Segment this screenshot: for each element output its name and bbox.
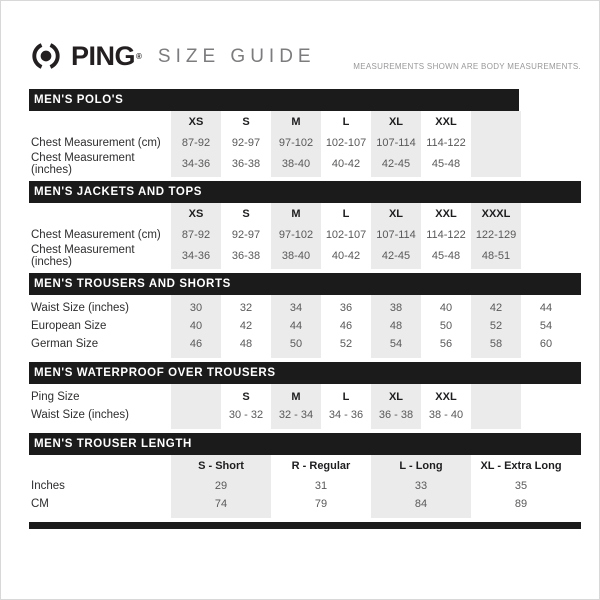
brand-name: PING bbox=[71, 40, 136, 71]
size-header: XXXL bbox=[471, 203, 521, 225]
table-row bbox=[29, 152, 581, 176]
size-value: 36 - 38 bbox=[371, 406, 421, 424]
size-value: 40-42 bbox=[331, 158, 361, 170]
table-row bbox=[29, 388, 581, 406]
length-header-row bbox=[29, 455, 581, 477]
size-value: 42-45 bbox=[371, 152, 421, 176]
size-header: L bbox=[342, 208, 350, 220]
size-value: 56 bbox=[439, 338, 453, 350]
size-header-row bbox=[29, 111, 581, 133]
size-value: 40 bbox=[439, 302, 453, 314]
empty-cell bbox=[521, 111, 571, 133]
registered-mark: ® bbox=[136, 51, 142, 61]
section-mens-jackets bbox=[29, 181, 581, 269]
size-value: 31 bbox=[314, 480, 328, 492]
size-header-row bbox=[29, 203, 581, 225]
size-header: XL bbox=[371, 111, 421, 133]
size-value: 114-122 bbox=[426, 228, 466, 241]
size-value: 92-97 bbox=[231, 228, 261, 241]
row-label: Chest Measurement (cm) bbox=[31, 136, 161, 149]
table-row bbox=[29, 244, 581, 268]
size-value: 38 bbox=[371, 299, 421, 317]
size-value: 30 - 32 bbox=[228, 409, 264, 421]
size-header: M bbox=[271, 203, 321, 225]
size-value: 45-48 bbox=[431, 158, 461, 170]
header bbox=[29, 1, 581, 89]
spacer-row bbox=[29, 424, 581, 429]
row-label: Waist Size (inches) bbox=[31, 302, 129, 314]
size-header: M bbox=[271, 388, 321, 406]
size-header: XXL bbox=[435, 391, 457, 403]
size-value: 36 bbox=[339, 302, 353, 314]
size-header: XS bbox=[171, 111, 221, 133]
size-value: 46 bbox=[339, 320, 353, 332]
size-value: 30 bbox=[171, 299, 221, 317]
empty-cell bbox=[29, 203, 171, 225]
size-value: 52 bbox=[339, 338, 353, 350]
size-value: 34-36 bbox=[171, 244, 221, 268]
size-header: XS bbox=[171, 203, 221, 225]
size-header: M bbox=[271, 111, 321, 133]
size-value: 44 bbox=[271, 317, 321, 335]
size-value: 50 bbox=[271, 335, 321, 353]
section-title: MEN'S POLO'S bbox=[34, 94, 124, 106]
size-value: 114-122 bbox=[426, 136, 466, 149]
section-title: MEN'S WATERPROOF OVER TROUSERS bbox=[34, 367, 276, 379]
size-value: 38 - 40 bbox=[428, 409, 464, 421]
empty-cell bbox=[29, 111, 171, 133]
section-title-bar bbox=[29, 181, 581, 203]
size-value: 102-107 bbox=[325, 136, 367, 149]
size-value: 52 bbox=[471, 317, 521, 335]
empty-cell bbox=[471, 133, 521, 152]
section-mens-polos bbox=[29, 89, 581, 177]
size-value: 107-114 bbox=[371, 225, 421, 244]
row-label: Inches bbox=[31, 480, 65, 492]
size-value: 92-97 bbox=[231, 136, 261, 149]
size-header: XL bbox=[371, 388, 421, 406]
brand-lockup bbox=[29, 39, 316, 73]
size-value: 34 - 36 bbox=[328, 409, 364, 421]
size-value: 58 bbox=[471, 335, 521, 353]
size-value: 48 bbox=[371, 317, 421, 335]
spacer-row bbox=[29, 353, 581, 358]
size-value: 35 bbox=[514, 480, 528, 492]
section-title-bar bbox=[29, 433, 581, 455]
table-row bbox=[29, 133, 581, 152]
section-mens-trouser-length bbox=[29, 433, 581, 518]
size-value: 48 bbox=[239, 338, 253, 350]
size-value: 74 bbox=[171, 495, 271, 513]
size-value: 40-42 bbox=[331, 250, 361, 262]
length-header: XL - Extra Long bbox=[480, 460, 562, 472]
size-header: XXL bbox=[435, 208, 457, 220]
size-value: 89 bbox=[514, 498, 528, 510]
size-header: S bbox=[242, 208, 250, 220]
size-value: 87-92 bbox=[171, 133, 221, 152]
measurements-note: MEASUREMENTS SHOWN ARE BODY MEASUREMENTS. bbox=[353, 62, 581, 71]
size-value: 97-102 bbox=[271, 133, 321, 152]
size-value: 60 bbox=[539, 338, 553, 350]
empty-cell bbox=[521, 406, 571, 424]
size-value: 54 bbox=[539, 320, 553, 332]
size-value: 32 bbox=[239, 302, 253, 314]
table-row bbox=[29, 225, 581, 244]
size-value: 42 bbox=[471, 299, 521, 317]
table-row bbox=[29, 335, 581, 353]
size-value: 97-102 bbox=[271, 225, 321, 244]
size-value: 34-36 bbox=[171, 152, 221, 176]
size-value: 40 bbox=[171, 317, 221, 335]
row-label: European Size bbox=[31, 320, 107, 332]
table-row bbox=[29, 317, 581, 335]
content-area bbox=[29, 1, 581, 529]
empty-cell bbox=[471, 388, 521, 406]
size-value: 29 bbox=[171, 477, 271, 495]
section-title: MEN'S TROUSERS AND SHORTS bbox=[34, 278, 231, 290]
empty-cell bbox=[521, 203, 571, 225]
row-label: Chest Measurement (inches) bbox=[31, 244, 135, 268]
size-value: 87-92 bbox=[171, 225, 221, 244]
size-value: 38-40 bbox=[271, 244, 321, 268]
table-row bbox=[29, 477, 581, 495]
size-value: 42-45 bbox=[371, 244, 421, 268]
empty-cell bbox=[521, 388, 571, 406]
size-value: 54 bbox=[371, 335, 421, 353]
table-row bbox=[29, 299, 581, 317]
empty-cell bbox=[471, 111, 521, 133]
table-row bbox=[29, 495, 581, 513]
length-header: R - Regular bbox=[291, 460, 351, 472]
row-label: Waist Size (inches) bbox=[31, 409, 129, 421]
section-title: MEN'S JACKETS AND TOPS bbox=[34, 186, 203, 198]
size-value: 79 bbox=[314, 498, 328, 510]
size-value: 36-38 bbox=[231, 158, 261, 170]
section-mens-waterproof bbox=[29, 362, 581, 429]
row-label: German Size bbox=[31, 338, 99, 350]
size-value: 50 bbox=[439, 320, 453, 332]
empty-cell bbox=[171, 388, 221, 406]
size-header: S bbox=[242, 391, 250, 403]
length-header: S - Short bbox=[171, 455, 271, 477]
closing-rule bbox=[29, 522, 581, 529]
length-header: L - Long bbox=[371, 455, 471, 477]
spacer-row bbox=[29, 171, 581, 177]
row-label: CM bbox=[31, 498, 49, 510]
size-value: 36-38 bbox=[231, 250, 261, 262]
spacer-row bbox=[29, 263, 581, 269]
size-header: XXL bbox=[435, 116, 457, 128]
ping-logo-icon bbox=[29, 39, 63, 73]
empty-cell bbox=[29, 455, 171, 477]
size-value: 33 bbox=[371, 477, 471, 495]
empty-cell bbox=[521, 225, 571, 244]
section-title-bar bbox=[29, 89, 519, 111]
size-value: 38-40 bbox=[271, 152, 321, 176]
size-value: 122-129 bbox=[471, 225, 521, 244]
size-value: 107-114 bbox=[371, 133, 421, 152]
size-header: XL bbox=[371, 203, 421, 225]
size-header: L bbox=[342, 116, 350, 128]
section-mens-trousers bbox=[29, 273, 581, 358]
size-value: 46 bbox=[171, 335, 221, 353]
size-value: 102-107 bbox=[325, 228, 367, 241]
spacer-row bbox=[29, 513, 581, 518]
size-value: 48-51 bbox=[471, 244, 521, 268]
size-value: 34 bbox=[271, 299, 321, 317]
size-value: 42 bbox=[239, 320, 253, 332]
page-title: SIZE GUIDE bbox=[157, 45, 316, 67]
size-value: 45-48 bbox=[431, 250, 461, 262]
size-value: 32 - 34 bbox=[271, 406, 321, 424]
section-title: MEN'S TROUSER LENGTH bbox=[34, 438, 192, 450]
row-label: Ping Size bbox=[31, 391, 80, 403]
size-header: S bbox=[242, 116, 250, 128]
empty-cell bbox=[171, 406, 221, 424]
size-header: L bbox=[342, 391, 350, 403]
empty-cell bbox=[521, 133, 571, 152]
empty-cell bbox=[471, 406, 521, 424]
row-label: Chest Measurement (inches) bbox=[31, 152, 135, 176]
row-label: Chest Measurement (cm) bbox=[31, 228, 161, 241]
size-value: 44 bbox=[539, 302, 553, 314]
section-title-bar bbox=[29, 273, 581, 295]
section-title-bar bbox=[29, 362, 581, 384]
table-row bbox=[29, 406, 581, 424]
size-value: 84 bbox=[371, 495, 471, 513]
